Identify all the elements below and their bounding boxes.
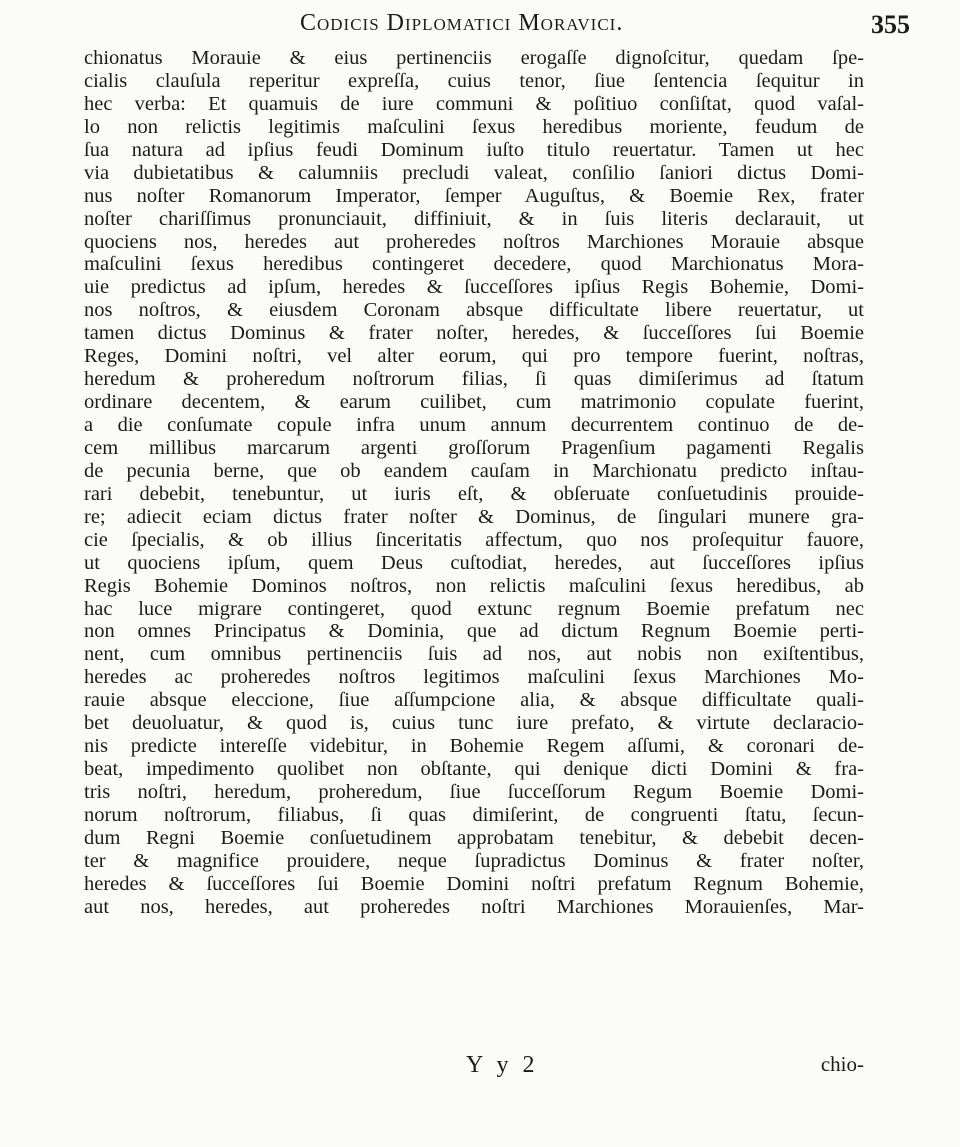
text-line: de pecunia berne, que ob eandem cauſam in Marchionatu predicto inſtau- (84, 459, 864, 482)
body-text (84, 47, 864, 919)
text-line: tamen dictus Dominus & frater noſter, heredes, & ſucceſſores ſui Boemie (84, 322, 864, 345)
text-line: maſculini ſexus heredibus contingeret decedere, quod Marchionatus Mora- (84, 253, 864, 276)
text-line: lo non relictis legitimis maſculini ſexus heredibus moriente, feudum de (84, 115, 864, 138)
text-line: norum noſtrorum, filiabus, ſi quas dimiſerint, de congruenti ſtatu, ſecun- (84, 803, 864, 826)
text-line: hec verba: Et quamuis de iure communi & poſitiuo conſiſtat, quod vaſal- (84, 92, 864, 115)
running-title: Codicis Diplomatici Moravici. (300, 10, 624, 36)
text-line: quociens nos, heredes aut proheredes noſtros Marchiones Morauie absque (84, 230, 864, 253)
text-line: Regis Bohemie Dominos noſtros, non relictis maſculini ſexus heredibus, ab (84, 574, 864, 597)
text-line: Reges, Domini noſtri, vel alter eorum, qui pro tempore fuerint, noſtras, (84, 345, 864, 368)
text-line: heredum & proheredum noſtrorum filias, ſi quas dimiſerimus ad ſtatum (84, 368, 864, 391)
text-line: dum Regni Boemie conſuetudinem approbatam tenebitur, & debebit decen- (84, 826, 864, 849)
text-line: beat, impedimento quolibet non obſtante, qui denique dicti Domini & fra- (84, 758, 864, 781)
running-head (300, 10, 910, 40)
text-line: heredes & ſucceſſores ſui Boemie Domini noſtri prefatum Regnum Bohemie, (84, 872, 864, 895)
text-line: nis predicte intereſſe videbitur, in Bohemie Regem aſſumi, & coronari de- (84, 735, 864, 758)
text-line: ut quociens ipſum, quem Deus cuſtodiat, heredes, aut ſucceſſores ipſius (84, 551, 864, 574)
text-line: a die conſumate copule infra unum annum decurrentem continuo de de- (84, 414, 864, 436)
text-line: re; adiecit eciam dictus frater noſter & Dominus, de ſingulari munere gra- (84, 505, 864, 528)
text-line: cie ſpecialis, & ob illius ſinceritatis affectum, quo nos proſequitur fauore, (84, 528, 864, 551)
text-line: nus noſter Romanorum Imperator, ſemper Auguſtus, & Boemie Rex, frater (84, 184, 864, 207)
page-footer (84, 1052, 864, 1082)
text-line: hac luce migrare contingeret, quod extunc regnum Boemie prefatum nec (84, 597, 864, 620)
text-line: uie predictus ad ipſum, heredes & ſucceſſores ipſius Regis Bohemie, Domi- (84, 276, 864, 299)
text-line: nent, cum omnibus pertinenciis ſuis ad nos, aut nobis non exiſtentibus, (84, 643, 864, 666)
text-line: aut nos, heredes, aut proheredes noſtri Marchiones Morauienſes, Mar- (84, 895, 864, 918)
text-line: non omnes Principatus & Dominia, que ad dictum Regnum Boemie perti- (84, 620, 864, 643)
text-line: via dubietatibus & calumniis precludi valeat, conſilio ſaniori dictus Domi- (84, 161, 864, 184)
text-line: noſter chariſſimus pronunciauit, diffiniuit, & in ſuis literis declarauit, ut (84, 207, 864, 230)
text-line: cialis clauſula reperitur expreſſa, cuius tenor, ſiue ſentencia ſequitur in (84, 69, 864, 92)
text-line: ſua natura ad ipſius feudi Dominum iuſto titulo reuertatur. Tamen ut hec (84, 138, 864, 161)
text-line: ter & magnifice prouidere, neque ſupradictus Dominus & frater noſter, (84, 849, 864, 872)
text-line: rauie absque eleccione, ſiue aſſumpcione alia, & absque difficultate quali- (84, 689, 864, 712)
text-line: ordinare decentem, & earum cuilibet, cum matrimonio copulate fuerint, (84, 391, 864, 414)
text-line: heredes ac proheredes noſtros legitimos maſculini ſexus Marchiones Mo- (84, 666, 864, 689)
text-line: nos noſtros, & eiusdem Coronam absque difficultate libere reuertatur, ut (84, 299, 864, 322)
text-line: bet deuoluatur, & quod is, cuius tunc iure prefato, & virtute declaracio- (84, 712, 864, 735)
text-line: tris noſtri, heredum, proheredum, ſiue ſucceſſorum Regum Boemie Domi- (84, 781, 864, 803)
text-line: cem millibus marcarum argenti groſſorum Pragenſium pagamenti Regalis (84, 436, 864, 459)
catchword: chio- (820, 1052, 864, 1076)
page-number: 355 (871, 10, 910, 39)
text-line: chionatus Morauie & eius pertinenciis erogaſſe dignoſcitur, quedam ſpe- (84, 47, 864, 69)
signature-mark: Y y 2 (466, 1052, 539, 1078)
text-line: rari debebit, tenebuntur, ut iuris eſt, & obſeruate conſuetudinis prouide- (84, 482, 864, 505)
